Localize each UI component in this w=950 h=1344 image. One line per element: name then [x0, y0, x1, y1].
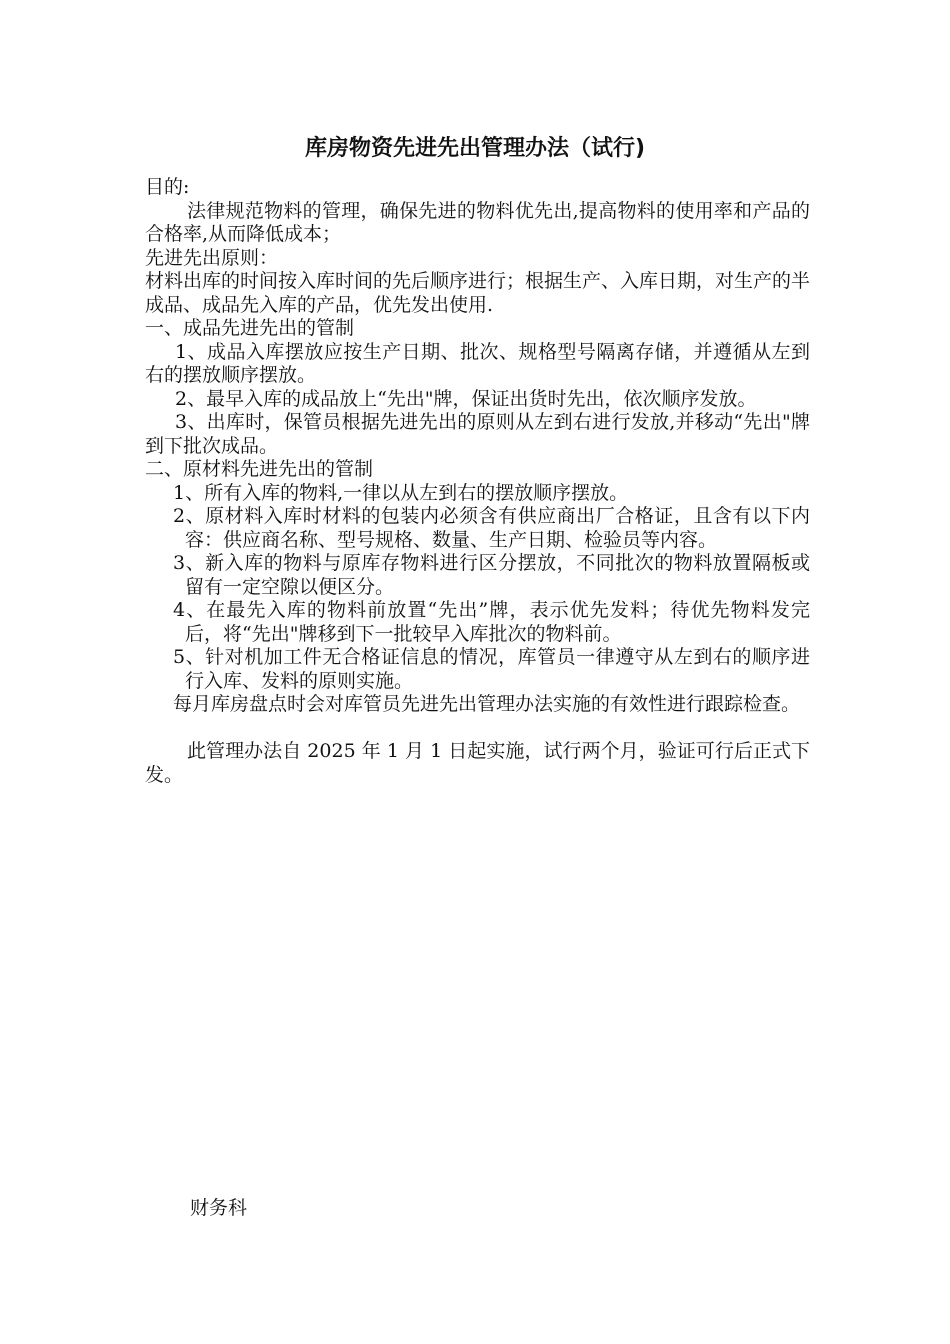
purpose-heading: 目的: [145, 176, 190, 198]
signature-department: 财务科 [190, 1197, 248, 1219]
section2-item-5: 5、针对机加工件无合格证信息的情况，库管员一律遵守从左到右的顺序进行入库、发料的原则实施。 [173, 646, 810, 692]
section2-closing: 每月库房盘点时会对库管员先进先出管理办法实施的有效性进行跟踪检查。 [173, 693, 801, 715]
section2-item-3: 3、新入库的物料与原库存物料进行区分摆放，不同批次的物料放置隔板或留有一定空隙以便区分。 [173, 552, 810, 598]
principle-heading: 先进先出原则： [145, 246, 279, 269]
purpose-text: 法律规范物料的管理，确保先进的物料优先出,提高物料的使用率和产品的合格率,从而降低成本； [145, 199, 810, 245]
principle-text: 材料出库的时间按入库时间的先后顺序进行；根据生产、入库日期，对生产的半成品、成品先入库的产品，优先发出使用. [145, 270, 811, 316]
section1-item-1: 1、成品入库摆放应按生产日期、批次、规格型号隔离存储，并遵循从左到右的摆放顺序摆放。 [145, 340, 810, 386]
section2-heading: 二、原材料先进先出的管制 [145, 458, 374, 480]
section2-item-1: 1、所有入库的物料,一律以从左到右的摆放顺序摆放。 [173, 481, 629, 504]
effective-date-text: 此管理办法自 2025 年 1 月 1 日起实施，试行两个月，验证可行后正式下发。 [145, 740, 810, 786]
document-body [145, 176, 810, 787]
document-title: 库房物资先进先出管理办法（试行) [304, 136, 646, 161]
section1-item-2: 2、最早入库的成品放上“先出"牌，保证出货时先出，依次顺序发放。 [175, 387, 757, 410]
section1-heading: 一、成品先进先出的管制 [145, 317, 355, 339]
section2-item-2: 2、原材料入库时材料的包装内必须含有供应商出厂合格证，且含有以下内容：供应商名称、型号规格、数量、生产日期、检验员等内容。 [173, 505, 810, 551]
section2-item-4: 4、在最先入库的物料前放置“先出”牌，表示优先发料；待优先物料发完后，将“先出"牌移到下一批较早入库批次的物料前。 [173, 599, 810, 645]
blank-line [145, 717, 810, 741]
section1-item-3: 3、出库时，保管员根据先进先出的原则从左到右进行发放,并移动“先出"牌到下批次成品。 [145, 411, 810, 457]
